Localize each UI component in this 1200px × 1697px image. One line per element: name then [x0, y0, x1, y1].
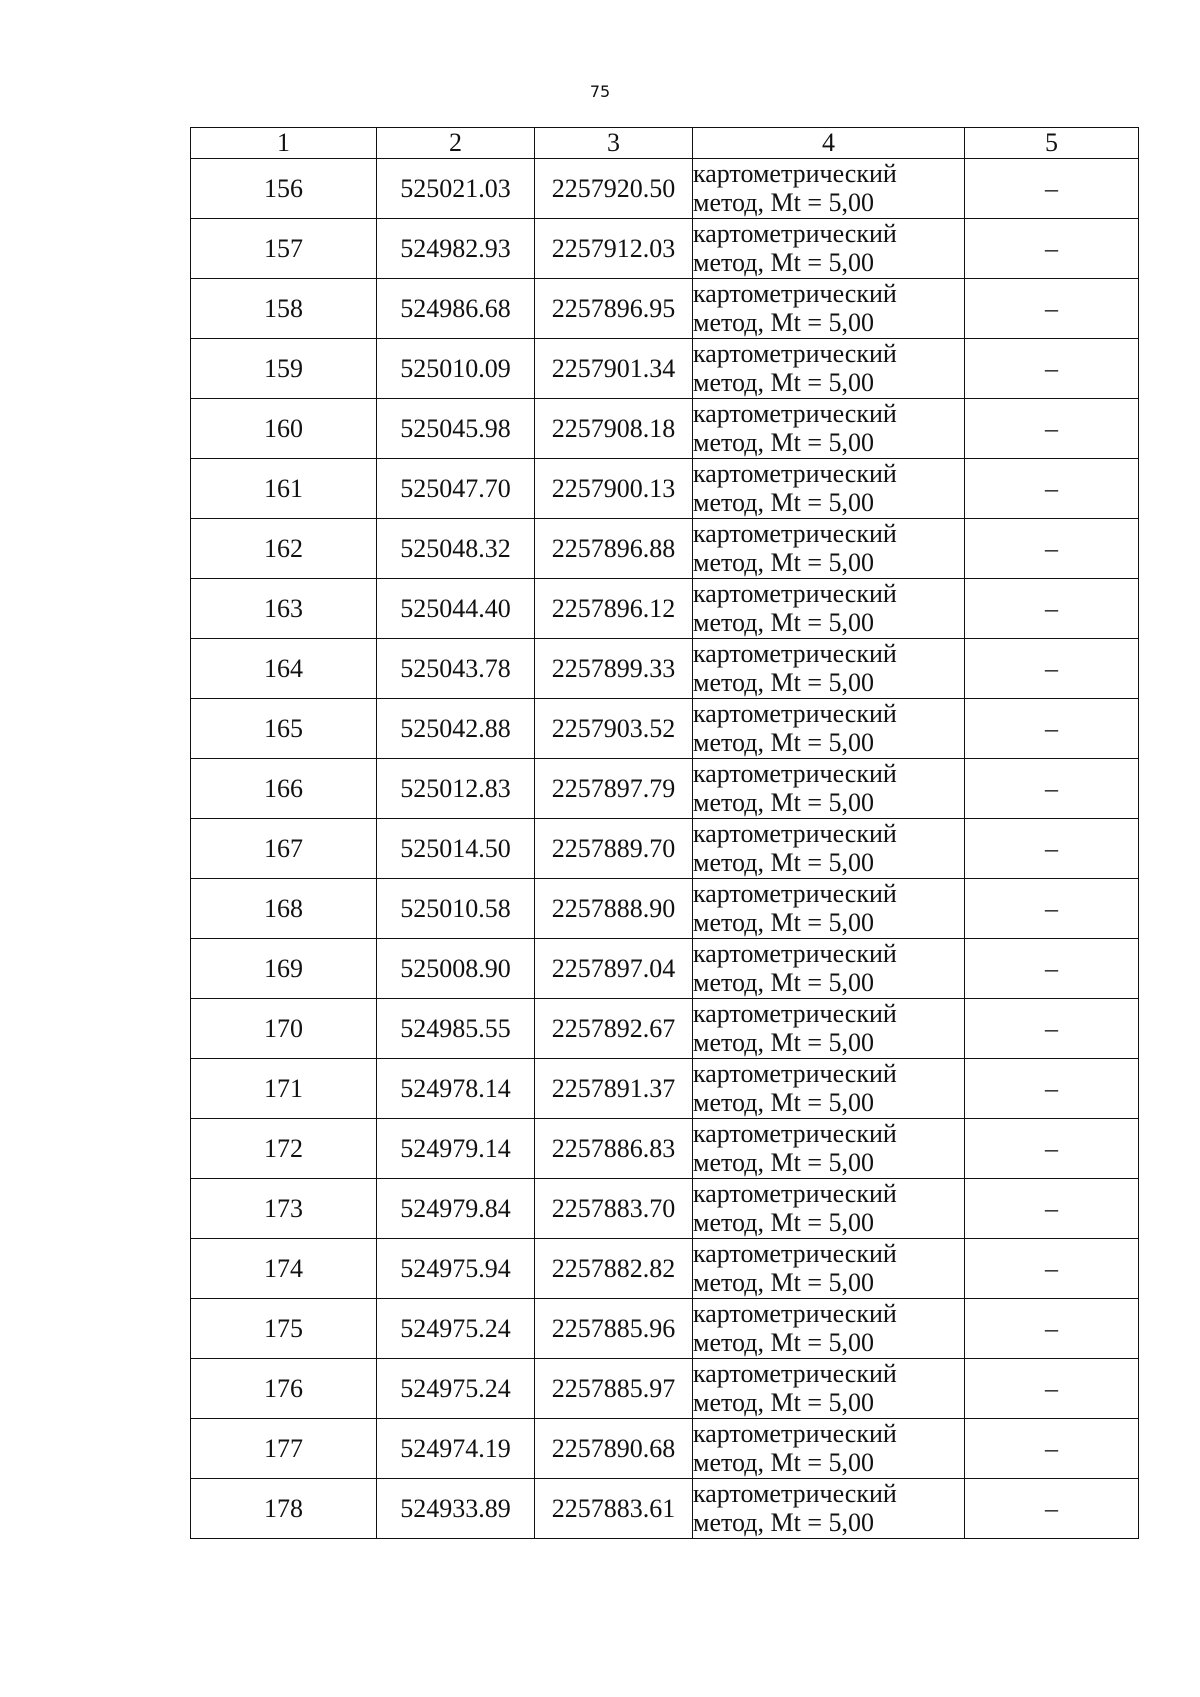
point-number: 173	[191, 1179, 377, 1239]
point-number: 162	[191, 519, 377, 579]
note-cell: –	[965, 1179, 1139, 1239]
note-cell: –	[965, 759, 1139, 819]
point-number: 168	[191, 879, 377, 939]
method-line-1: картометрический	[693, 219, 897, 249]
column-header-4: 4	[693, 128, 965, 159]
point-number: 163	[191, 579, 377, 639]
method-cell	[693, 699, 965, 759]
method-line-1: картометрический	[693, 1059, 897, 1089]
coordinate-y: 2257886.83	[535, 1119, 693, 1179]
method-line-2: метод, Mt = 5,00	[693, 367, 874, 397]
note-cell: –	[965, 1119, 1139, 1179]
note-cell: –	[965, 159, 1139, 219]
table-row	[191, 1359, 1139, 1419]
method-cell	[693, 1119, 965, 1179]
coordinate-y: 2257912.03	[535, 219, 693, 279]
point-number: 177	[191, 1419, 377, 1479]
column-header-5: 5	[965, 128, 1139, 159]
method-line-2: метод, Mt = 5,00	[693, 307, 874, 337]
method-line-1: картометрический	[693, 339, 897, 369]
method-cell	[693, 339, 965, 399]
coordinate-x: 524979.14	[377, 1119, 535, 1179]
method-line-2: метод, Mt = 5,00	[693, 1267, 874, 1297]
table-body	[191, 159, 1139, 1539]
method-cell	[693, 459, 965, 519]
method-line-1: картометрический	[693, 1239, 897, 1269]
point-number: 164	[191, 639, 377, 699]
coordinate-x: 525014.50	[377, 819, 535, 879]
method-cell	[693, 219, 965, 279]
note-cell: –	[965, 279, 1139, 339]
coordinate-x: 524933.89	[377, 1479, 535, 1539]
method-cell	[693, 759, 965, 819]
note-cell: –	[965, 999, 1139, 1059]
table-row	[191, 1179, 1139, 1239]
point-number: 172	[191, 1119, 377, 1179]
method-line-1: картометрический	[693, 519, 897, 549]
coordinate-y: 2257920.50	[535, 159, 693, 219]
coordinate-x: 525010.09	[377, 339, 535, 399]
table-row	[191, 819, 1139, 879]
table-row	[191, 1479, 1139, 1539]
method-cell	[693, 279, 965, 339]
method-line-2: метод, Mt = 5,00	[693, 487, 874, 517]
method-line-1: картометрический	[693, 1119, 897, 1149]
method-cell	[693, 999, 965, 1059]
method-line-2: метод, Mt = 5,00	[693, 427, 874, 457]
table-row	[191, 339, 1139, 399]
coordinate-x: 525047.70	[377, 459, 535, 519]
note-cell: –	[965, 1299, 1139, 1359]
note-cell: –	[965, 879, 1139, 939]
table-row	[191, 279, 1139, 339]
note-cell: –	[965, 219, 1139, 279]
method-line-2: метод, Mt = 5,00	[693, 1207, 874, 1237]
method-line-1: картометрический	[693, 1359, 897, 1389]
point-number: 158	[191, 279, 377, 339]
method-line-2: метод, Mt = 5,00	[693, 1507, 874, 1537]
method-line-2: метод, Mt = 5,00	[693, 847, 874, 877]
method-line-2: метод, Mt = 5,00	[693, 787, 874, 817]
note-cell: –	[965, 1419, 1139, 1479]
table-row	[191, 759, 1139, 819]
method-line-2: метод, Mt = 5,00	[693, 187, 874, 217]
coordinate-y: 2257903.52	[535, 699, 693, 759]
coordinate-x: 524985.55	[377, 999, 535, 1059]
coordinate-x: 524979.84	[377, 1179, 535, 1239]
method-cell	[693, 1179, 965, 1239]
coordinate-y: 2257885.96	[535, 1299, 693, 1359]
method-line-2: метод, Mt = 5,00	[693, 1327, 874, 1357]
coordinate-y: 2257899.33	[535, 639, 693, 699]
coordinate-y: 2257883.61	[535, 1479, 693, 1539]
note-cell: –	[965, 519, 1139, 579]
coordinate-x: 525045.98	[377, 399, 535, 459]
method-cell	[693, 1479, 965, 1539]
method-line-2: метод, Mt = 5,00	[693, 667, 874, 697]
method-cell	[693, 1059, 965, 1119]
method-line-2: метод, Mt = 5,00	[693, 1087, 874, 1117]
method-line-1: картометрический	[693, 459, 897, 489]
note-cell: –	[965, 939, 1139, 999]
method-line-2: метод, Mt = 5,00	[693, 727, 874, 757]
coordinate-y: 2257901.34	[535, 339, 693, 399]
coordinate-x: 525021.03	[377, 159, 535, 219]
coordinate-x: 524982.93	[377, 219, 535, 279]
point-number: 174	[191, 1239, 377, 1299]
table-row	[191, 159, 1139, 219]
point-number: 156	[191, 159, 377, 219]
method-cell	[693, 159, 965, 219]
method-cell	[693, 1299, 965, 1359]
table-row	[191, 699, 1139, 759]
coordinate-y: 2257885.97	[535, 1359, 693, 1419]
column-header-1: 1	[191, 128, 377, 159]
coordinate-x: 525010.58	[377, 879, 535, 939]
method-line-1: картометрический	[693, 1299, 897, 1329]
coordinate-y: 2257883.70	[535, 1179, 693, 1239]
method-line-1: картометрический	[693, 1479, 897, 1509]
coordinate-x: 525048.32	[377, 519, 535, 579]
method-line-1: картометрический	[693, 579, 897, 609]
coordinate-x: 525044.40	[377, 579, 535, 639]
coordinate-y: 2257882.82	[535, 1239, 693, 1299]
method-line-2: метод, Mt = 5,00	[693, 607, 874, 637]
method-line-1: картометрический	[693, 639, 897, 669]
method-line-1: картометрический	[693, 819, 897, 849]
point-number: 178	[191, 1479, 377, 1539]
method-line-2: метод, Mt = 5,00	[693, 1447, 874, 1477]
point-number: 165	[191, 699, 377, 759]
note-cell: –	[965, 1239, 1139, 1299]
table-row	[191, 1059, 1139, 1119]
coordinate-x: 524975.94	[377, 1239, 535, 1299]
table-row	[191, 459, 1139, 519]
point-number: 171	[191, 1059, 377, 1119]
table-row	[191, 999, 1139, 1059]
coordinate-y: 2257908.18	[535, 399, 693, 459]
method-line-1: картометрический	[693, 999, 897, 1029]
table-row	[191, 1419, 1139, 1479]
method-cell	[693, 639, 965, 699]
method-line-1: картометрический	[693, 279, 897, 309]
point-number: 167	[191, 819, 377, 879]
point-number: 170	[191, 999, 377, 1059]
point-number: 159	[191, 339, 377, 399]
coordinate-y: 2257888.90	[535, 879, 693, 939]
column-header-2: 2	[377, 128, 535, 159]
coordinate-x: 525012.83	[377, 759, 535, 819]
coordinate-x: 525042.88	[377, 699, 535, 759]
note-cell: –	[965, 1359, 1139, 1419]
note-cell: –	[965, 639, 1139, 699]
method-cell	[693, 579, 965, 639]
method-line-2: метод, Mt = 5,00	[693, 1387, 874, 1417]
point-number: 160	[191, 399, 377, 459]
method-line-1: картометрический	[693, 1179, 897, 1209]
coordinate-y: 2257892.67	[535, 999, 693, 1059]
method-cell	[693, 519, 965, 579]
coordinate-x: 524986.68	[377, 279, 535, 339]
coordinate-y: 2257900.13	[535, 459, 693, 519]
method-line-1: картометрический	[693, 159, 897, 189]
method-line-1: картометрический	[693, 759, 897, 789]
method-cell	[693, 1419, 965, 1479]
point-number: 169	[191, 939, 377, 999]
method-line-2: метод, Mt = 5,00	[693, 1027, 874, 1057]
note-cell: –	[965, 1059, 1139, 1119]
method-line-2: метод, Mt = 5,00	[693, 967, 874, 997]
method-cell	[693, 879, 965, 939]
point-number: 166	[191, 759, 377, 819]
method-line-1: картометрический	[693, 399, 897, 429]
coordinate-x: 525008.90	[377, 939, 535, 999]
table-row	[191, 399, 1139, 459]
header-row	[191, 128, 1139, 159]
method-line-2: метод, Mt = 5,00	[693, 1147, 874, 1177]
table-row	[191, 639, 1139, 699]
coordinate-y: 2257896.88	[535, 519, 693, 579]
table-row	[191, 219, 1139, 279]
method-cell	[693, 399, 965, 459]
method-line-2: метод, Mt = 5,00	[693, 247, 874, 277]
note-cell: –	[965, 1479, 1139, 1539]
point-number: 176	[191, 1359, 377, 1419]
point-number: 161	[191, 459, 377, 519]
note-cell: –	[965, 459, 1139, 519]
coordinate-x: 524975.24	[377, 1359, 535, 1419]
table-header	[191, 128, 1139, 159]
table-row	[191, 1119, 1139, 1179]
method-cell	[693, 819, 965, 879]
point-number: 157	[191, 219, 377, 279]
method-line-1: картометрический	[693, 1419, 897, 1449]
table-row	[191, 879, 1139, 939]
coordinate-y: 2257891.37	[535, 1059, 693, 1119]
method-cell	[693, 939, 965, 999]
coordinate-x: 524975.24	[377, 1299, 535, 1359]
coordinate-x: 524978.14	[377, 1059, 535, 1119]
point-number: 175	[191, 1299, 377, 1359]
table-row	[191, 1299, 1139, 1359]
note-cell: –	[965, 699, 1139, 759]
coordinate-y: 2257897.04	[535, 939, 693, 999]
note-cell: –	[965, 339, 1139, 399]
method-cell	[693, 1239, 965, 1299]
table-row	[191, 939, 1139, 999]
coordinate-y: 2257890.68	[535, 1419, 693, 1479]
method-line-1: картометрический	[693, 879, 897, 909]
coordinate-x: 525043.78	[377, 639, 535, 699]
column-header-3: 3	[535, 128, 693, 159]
method-line-1: картометрический	[693, 939, 897, 969]
coordinate-y: 2257889.70	[535, 819, 693, 879]
note-cell: –	[965, 819, 1139, 879]
coordinate-y: 2257897.79	[535, 759, 693, 819]
method-line-2: метод, Mt = 5,00	[693, 907, 874, 937]
coordinates-table	[190, 127, 1139, 1539]
method-line-2: метод, Mt = 5,00	[693, 547, 874, 577]
table-row	[191, 519, 1139, 579]
method-cell	[693, 1359, 965, 1419]
table-row	[191, 1239, 1139, 1299]
page-number: 75	[589, 82, 611, 101]
coordinate-y: 2257896.12	[535, 579, 693, 639]
method-line-1: картометрический	[693, 699, 897, 729]
note-cell: –	[965, 579, 1139, 639]
coordinate-y: 2257896.95	[535, 279, 693, 339]
table-row	[191, 579, 1139, 639]
note-cell: –	[965, 399, 1139, 459]
coordinate-x: 524974.19	[377, 1419, 535, 1479]
